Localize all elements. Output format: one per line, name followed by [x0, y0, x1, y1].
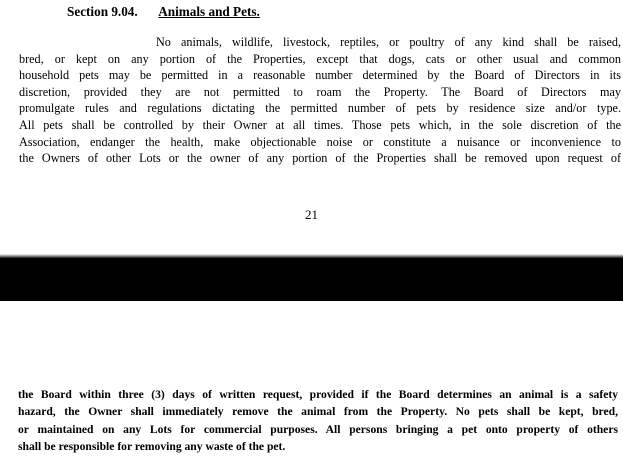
page-number: 21	[305, 207, 318, 222]
paragraph-line: No animals, wildlife, livestock, reptiles, or poultry of any kind shall be raised,	[156, 35, 621, 49]
paragraph-line: discretion, provided they are not permitted to roam the Property. The Board of Directors may	[19, 84, 621, 99]
paragraph-line: promulgate rules and regulations dictating the permitted number of pets by residence size and/or type.	[19, 101, 621, 116]
paragraph-line: bred, or kept on any portion of the Properties, except that dogs, cats or other usual and common	[19, 51, 621, 66]
paragraph-line: the Board within three (3) days of written request, provided if the Board determines an animal is a safety	[18, 388, 618, 401]
section-number: Section 9.04.	[67, 4, 138, 19]
paragraph-line: the Owners of other Lots or the owner of any portion of the Properties shall be removed upon request of	[19, 151, 621, 166]
paragraph-bottom	[18, 386, 618, 456]
section-heading	[67, 4, 260, 20]
paragraph-line: household pets may be permitted in a reasonable number determined by the Board of Directors in its	[19, 68, 621, 83]
paragraph-line: All pets shall be controlled by their Owner at all times. Those pets which, in the sole discretion of the	[19, 117, 621, 132]
paragraph-line: shall be responsible for removing any waste of the pet.	[18, 440, 286, 454]
paragraph-line: or maintained on any Lots for commercial purposes. All persons bringing a pet onto property of others	[18, 422, 618, 436]
paragraph-line: Association, endanger the health, make objectionable noise or constitute a nuisance or inconvenience to	[19, 134, 621, 149]
paragraph-line: hazard, the Owner shall immediately remove the animal from the Property. No pets shall be kept, bred,	[18, 405, 618, 419]
page-gap-divider	[0, 258, 623, 301]
paragraph-top	[19, 34, 621, 167]
section-title: Animals and Pets.	[158, 4, 260, 19]
